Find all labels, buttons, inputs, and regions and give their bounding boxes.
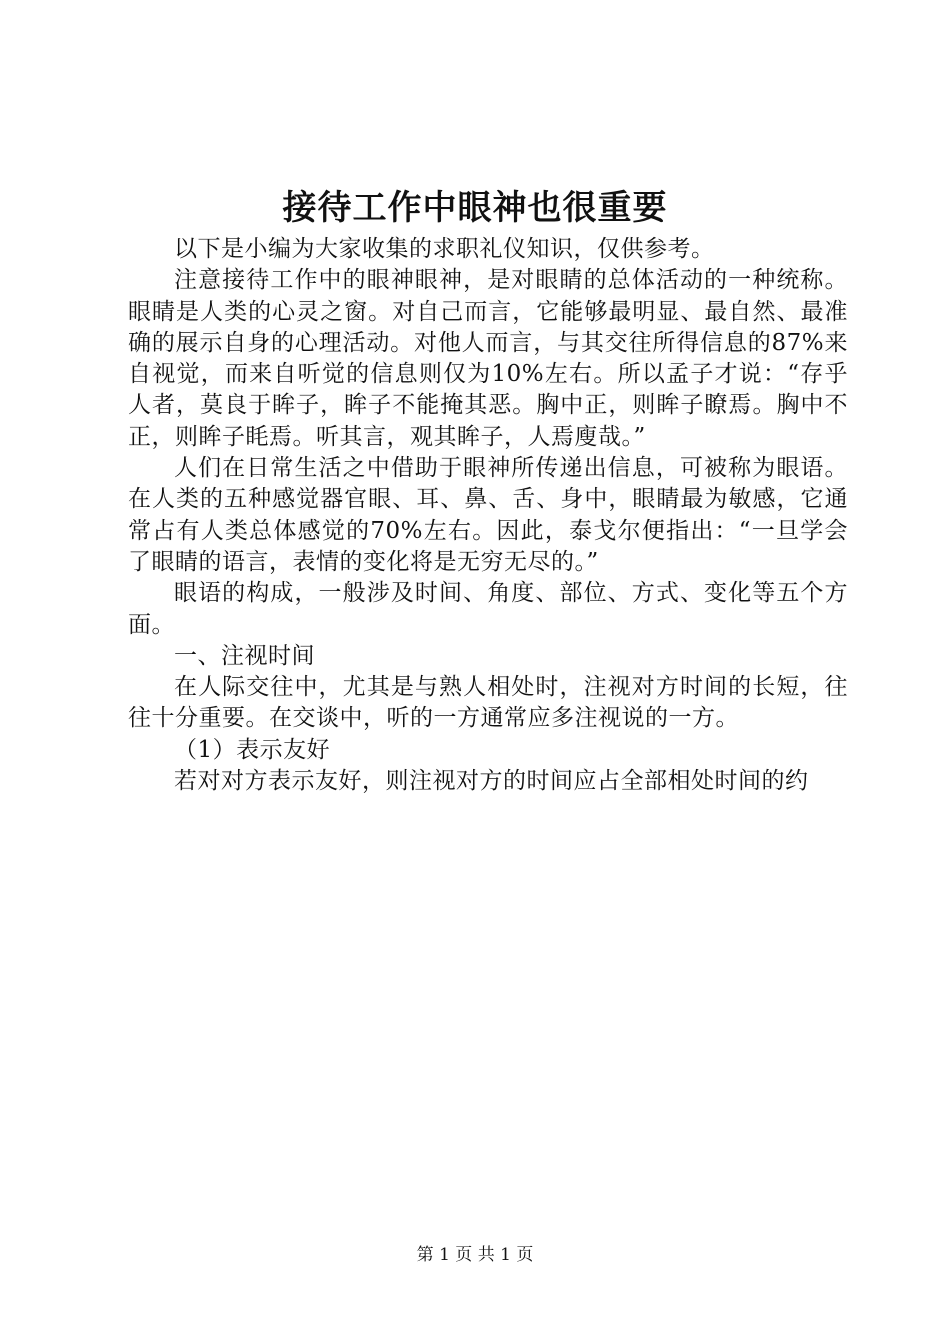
paragraph-intro: 以下是小编为大家收集的求职礼仪知识，仅供参考。 [174,236,715,262]
subheading-friendly: （1）表示友好 [174,736,331,763]
paragraph-friendly: 若对对方表示友好，则注视对方的时间应占全部相处时间的约 [174,768,809,795]
section-heading-gaze-time: 一、注视时间 [174,642,315,669]
document-body [128,234,848,797]
paragraph-gaze-time: 在人际交往中，尤其是与熟人相处时，注视对方时间的长短，往往十分重要。在交谈中，听的一方通常应多注视说的一方。 [128,674,848,732]
page-footer: 第 1 页 共 1 页 [416,1245,534,1265]
paragraph-eye-definition: 注意接待工作中的眼神眼神，是对眼睛的总体活动的一种统称。眼睛是人类的心灵之窗。对自己而言，它能够最明显、最自然、最准确的展示自身的心理活动。对他人而言，与其交往所得信息的87%来自视觉，而来自听觉的信息则仅为10%左右。所以孟子才说：“存乎人者，莫良于眸子，眸子不能掩其恶。胸中正，则眸子瞭焉。胸中不正，则眸子眊焉。听其言，观其眸子，人焉廋哉。” [128,267,848,450]
document-title: 接待工作中眼神也很重要 [282,188,668,228]
paragraph-composition: 眼语的构成，一般涉及时间、角度、部位、方式、变化等五个方面。 [128,580,848,638]
paragraph-eye-language: 人们在日常生活之中借助于眼神所传递出信息，可被称为眼语。在人类的五种感觉器官眼、耳、鼻、舌、身中，眼睛最为敏感，它通常占有人类总体感觉的70%左右。因此，泰戈尔便指出：“一旦学会了眼睛的语言，表情的变化将是无穷无尽的。” [128,455,848,575]
